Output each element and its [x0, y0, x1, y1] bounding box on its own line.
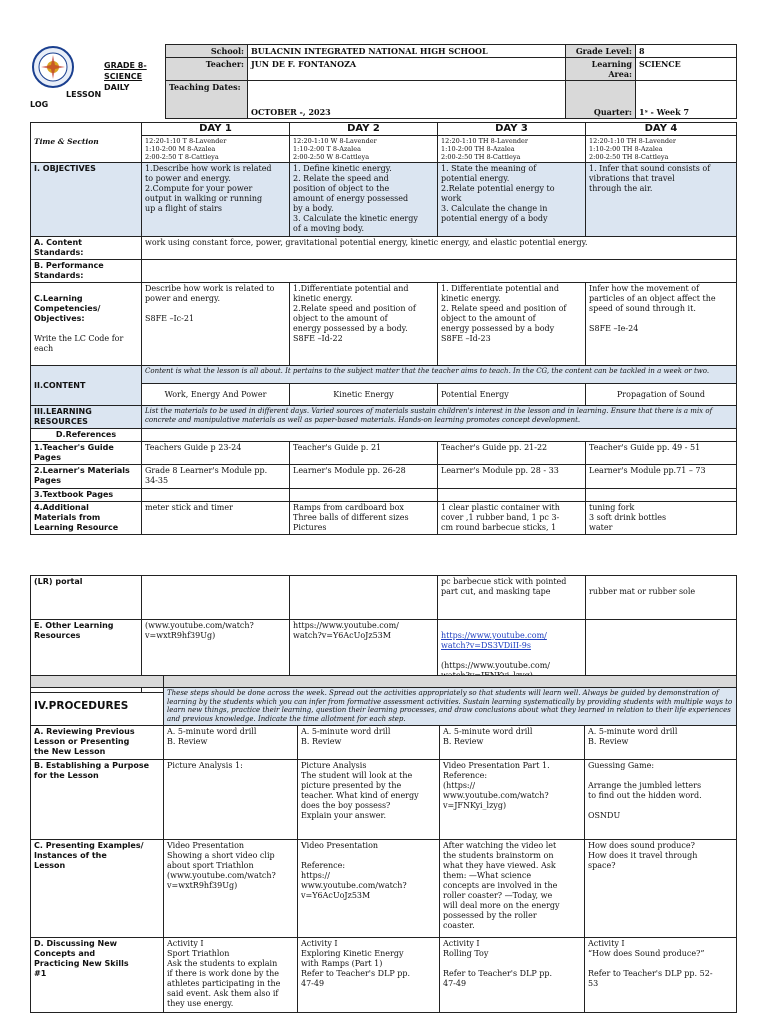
- additional-materials-cell: Ramps from cardboard box Three balls of different sizes Pictures: [290, 502, 438, 535]
- content-label: II.CONTENT: [31, 366, 142, 406]
- performance-standards-text: [142, 260, 737, 283]
- procedures-note: These steps should be done across the week. Spread out the activities appropriately so that students will learn well. Always be guided by demonstration of learning by the students which you can infer from formative assessment activities. Sustain learning systematically by providing students with multiple ways to learn new things, practice their learning, question their learning processes, and draw conclusions about what they learned in relation to their life experiences and previous knowledge. Indicate the time allotment for each step.: [164, 688, 737, 726]
- grade-title: [104, 60, 152, 93]
- procedure-cell: How does sound produce? How does it travel through space?: [585, 840, 737, 938]
- deped-seal-logo: [32, 46, 74, 88]
- procedure-cell: Picture Analysis 1:: [164, 760, 298, 840]
- youtube-reference: (https://www.youtube.com/: [441, 661, 550, 670]
- content-standards-text: work using constant force, power, gravitational potential energy, kinetic energy, and elastic potential energy.: [142, 237, 737, 260]
- procedure-cell: Picture Analysis The student will look at the picture presented by the teacher. What kind of energy does the boy possess? Explain your answer.: [298, 760, 440, 840]
- textbook-cell: [438, 489, 586, 502]
- procedure-cell: A. 5-minute word drill B. Review: [440, 726, 585, 760]
- day-schedule: 12:20-1:10 T 8-Lavender 1:10-2:00 M 8-Azalea 2:00-2:50 T 8-Cattleya: [142, 136, 290, 163]
- procedure-cell: Activity I Exploring Kinetic Energy with Ramps (Part 1) Refer to Teacher's DLP pp. 47-49: [298, 938, 440, 1013]
- procedure-cell: Activity I Sport Triathlon Ask the students to explain if there is work done by the athletes participating in the said event. Ask them also if they use energy.: [164, 938, 298, 1013]
- day-header: DAY 1: [142, 123, 290, 136]
- content-standards-label: A. Content Standards:: [31, 237, 142, 260]
- procedures-header-blank: [164, 676, 737, 688]
- objectives-label: I. OBJECTIVES: [31, 163, 142, 237]
- other-resources-cell: https://www.youtube.com/ watch?v=Y6AcUoJz53M: [290, 620, 438, 693]
- competencies-label-cell: [31, 283, 142, 366]
- references-label: D.References: [31, 429, 142, 442]
- lr-portal-cell: [142, 576, 290, 620]
- teaching-dates-value: OCTOBER -, 2023: [248, 81, 566, 119]
- competency-cell: 1.Differentiate potential and kinetic energy. 2.Relate speed and position of object to the amount of energy possessed by a body. S8FE –Id-22: [290, 283, 438, 366]
- day-header: DAY 3: [438, 123, 586, 136]
- learners-materials-label: 2.Learner's Materials Pages: [31, 465, 142, 489]
- procedures-table: [30, 675, 737, 1013]
- objective-cell: 1.Describe how work is related to power and energy. 2.Compute for your power output in walking or running up a flight of stairs: [142, 163, 290, 237]
- procedure-cell: Video Presentation Part 1. Reference: (https:// www.youtube.com/watch? v=JFNKyi_lzyg): [440, 760, 585, 840]
- objective-cell: 1. State the meaning of potential energy. 2.Relate potential energy to work 3. Calculate the change in potential energy of a body: [438, 163, 586, 237]
- day-schedule: 12:20-1:10 W 8-Lavender 1:10-2:00 T 8-Azalea 2:00-2:50 W 8-Cattleya: [290, 136, 438, 163]
- procedure-label: C. Presenting Examples/ Instances of the Lesson: [31, 840, 164, 938]
- teachers-guide-cell: Teacher's Guide pp. 21-22: [438, 442, 586, 465]
- content-topic: Kinetic Energy: [290, 384, 438, 406]
- additional-materials-label: 4.Additional Materials from Learning Resource: [31, 502, 142, 535]
- header-table: [165, 44, 737, 119]
- references-blank: [142, 429, 737, 442]
- additional-materials-cell: tuning fork 3 soft drink bottles water: [586, 502, 737, 535]
- additional-materials-cell: 1 clear plastic container with cover ,1 rubber band, 1 pc 3- cm round barbecue sticks, 1: [438, 502, 586, 535]
- learners-materials-cell: Learner's Module pp. 28 - 33: [438, 465, 586, 489]
- performance-standards-label: B. Performance Standards:: [31, 260, 142, 283]
- procedure-cell: A. 5-minute word drill B. Review: [164, 726, 298, 760]
- textbook-cell: [142, 489, 290, 502]
- procedure-label: A. Reviewing Previous Lesson or Presenting the New Lesson: [31, 726, 164, 760]
- procedure-cell: Video Presentation Reference: https:// www.youtube.com/watch? v=Y6AcUoJz53M: [298, 840, 440, 938]
- competency-cell: Describe how work is related to power and energy. S8FE –Ic-21: [142, 283, 290, 366]
- competency-cell: Infer how the movement of particles of an object affect the speed of sound through it. S8FE –Ie-24: [586, 283, 737, 366]
- objective-cell: 1. Infer that sound consists of vibrations that travel through the air.: [586, 163, 737, 237]
- competencies-sub-label: Write the LC Code for each: [34, 334, 124, 353]
- learners-materials-cell: Grade 8 Learner's Module pp. 34-35: [142, 465, 290, 489]
- learning-area-label: Learning Area:: [566, 58, 636, 81]
- learning-resources-label: III.LEARNING RESOURCES: [31, 406, 142, 429]
- grade-level-value: 8: [636, 45, 737, 58]
- procedure-label: D. Discussing New Concepts and Practicing New Skills #1: [31, 938, 164, 1013]
- learning-resources-note: List the materials to be used in different days. Varied sources of materials sustain children's interest in the lesson and in learning. Ensure that there is a mix of concrete and manipulative materials as well as paper-based materials. Hands-on learning promotes concept development.: [142, 406, 737, 429]
- grade-title-line: GRADE 8-: [104, 61, 147, 70]
- lr-portal-cell: rubber mat or rubber sole: [586, 576, 737, 620]
- learners-materials-cell: Learner's Module pp. 26-28: [290, 465, 438, 489]
- additional-materials-cell: meter stick and timer: [142, 502, 290, 535]
- competencies-label: C.Learning Competencies/ Objectives:: [34, 294, 101, 323]
- teacher-label: Teacher:: [166, 58, 248, 81]
- day-schedule: 12:20-1:10 TH 8-Lavender 1:10-2:00 TH 8-Azalea 2:00-2:50 TH 8-Cattleya: [586, 136, 737, 163]
- learning-area-value: SCIENCE: [636, 58, 737, 81]
- competency-cell: 1. Differentiate potential and kinetic energy. 2. Relate speed and position of object to the amount of energy possessed by a body S8FE –Id-23: [438, 283, 586, 366]
- quarter-value: 1ˢ - Week 7: [636, 81, 737, 119]
- lr-portal-label: (LR) portal: [31, 576, 142, 620]
- school-name: BULACNIN INTEGRATED NATIONAL HIGH SCHOOL: [248, 45, 566, 58]
- day-header: DAY 2: [290, 123, 438, 136]
- grade-title-line: SCIENCE: [104, 72, 143, 81]
- textbook-label: 3.Textbook Pages: [31, 489, 142, 502]
- time-section-label: Time & Section: [31, 123, 142, 163]
- log-label: LOG: [30, 100, 49, 109]
- day-header: DAY 4: [586, 123, 737, 136]
- procedure-label: B. Establishing a Purpose for the Lesson: [31, 760, 164, 840]
- procedures-label: IV.PROCEDURES: [31, 688, 164, 726]
- teachers-guide-cell: Teacher's Guide p. 21: [290, 442, 438, 465]
- content-topic: Work, Energy And Power: [142, 384, 290, 406]
- lesson-label: LESSON: [66, 90, 102, 99]
- other-resources-label: E. Other Learning Resources: [31, 620, 142, 693]
- main-table: [30, 122, 737, 535]
- content-topic: Propagation of Sound: [586, 384, 737, 406]
- procedure-cell: A. 5-minute word drill B. Review: [298, 726, 440, 760]
- procedure-cell: Guessing Game: Arrange the jumbled letters to find out the hidden word. OSNDU: [585, 760, 737, 840]
- procedure-cell: Activity I “How does Sound produce?” Refer to Teacher's DLP pp. 52- 53: [585, 938, 737, 1013]
- procedure-cell: Video Presentation Showing a short video clip about sport Triathlon (www.youtube.com/watch? v=wxtR9hf39Ug): [164, 840, 298, 938]
- grade-level-label: Grade Level:: [566, 45, 636, 58]
- teachers-guide-cell: Teacher's Guide pp. 49 - 51: [586, 442, 737, 465]
- teacher-name: JUN DE F. FONTANOZA: [248, 58, 566, 81]
- textbook-cell: [290, 489, 438, 502]
- textbook-cell: [586, 489, 737, 502]
- procedure-cell: A. 5-minute word drill B. Review: [585, 726, 737, 760]
- grade-title-line: DAILY: [104, 83, 130, 92]
- youtube-link[interactable]: https://www.youtube.com/ watch?v=DS3VDiII-9s: [441, 631, 547, 650]
- teaching-dates-label: Teaching Dates:: [166, 81, 248, 119]
- learners-materials-cell: Learner's Module pp.71 – 73: [586, 465, 737, 489]
- quarter-label: Quarter:: [566, 81, 636, 119]
- school-label: School:: [166, 45, 248, 58]
- content-note: Content is what the lesson is all about. It pertains to the subject matter that the teacher aims to teach. In the CG, the content can be tackled in a week or two.: [142, 366, 737, 384]
- other-resources-cell: (www.youtube.com/watch? v=wxtR9hf39Ug): [142, 620, 290, 693]
- content-topic: Potential Energy: [438, 384, 586, 406]
- procedure-cell: Activity I Rolling Toy Refer to Teacher's DLP pp. 47-49: [440, 938, 585, 1013]
- day-schedule: 12:20-1:10 TH 8-Lavender 1:10-2:00 TH 8-Azalea 2:00-2:50 TH 8-Cattleya: [438, 136, 586, 163]
- teachers-guide-label: 1.Teacher's Guide Pages: [31, 442, 142, 465]
- lr-portal-cell: [290, 576, 438, 620]
- teachers-guide-cell: Teachers Guide p 23-24: [142, 442, 290, 465]
- lr-portal-cell: pc barbecue stick with pointed part cut, and masking tape: [438, 576, 586, 620]
- objective-cell: 1. Define kinetic energy. 2. Relate the speed and position of object to the amount of energy possessed by a body. 3. Calculate the kinetic energy of a moving body.: [290, 163, 438, 237]
- procedures-header-blank: [31, 676, 164, 688]
- procedure-cell: After watching the video let the students brainstorm on what they have viewed. Ask them: —What science concepts are involved in the roller coaster? —Today, we will deal more on the energy possessed by the roller coaster.: [440, 840, 585, 938]
